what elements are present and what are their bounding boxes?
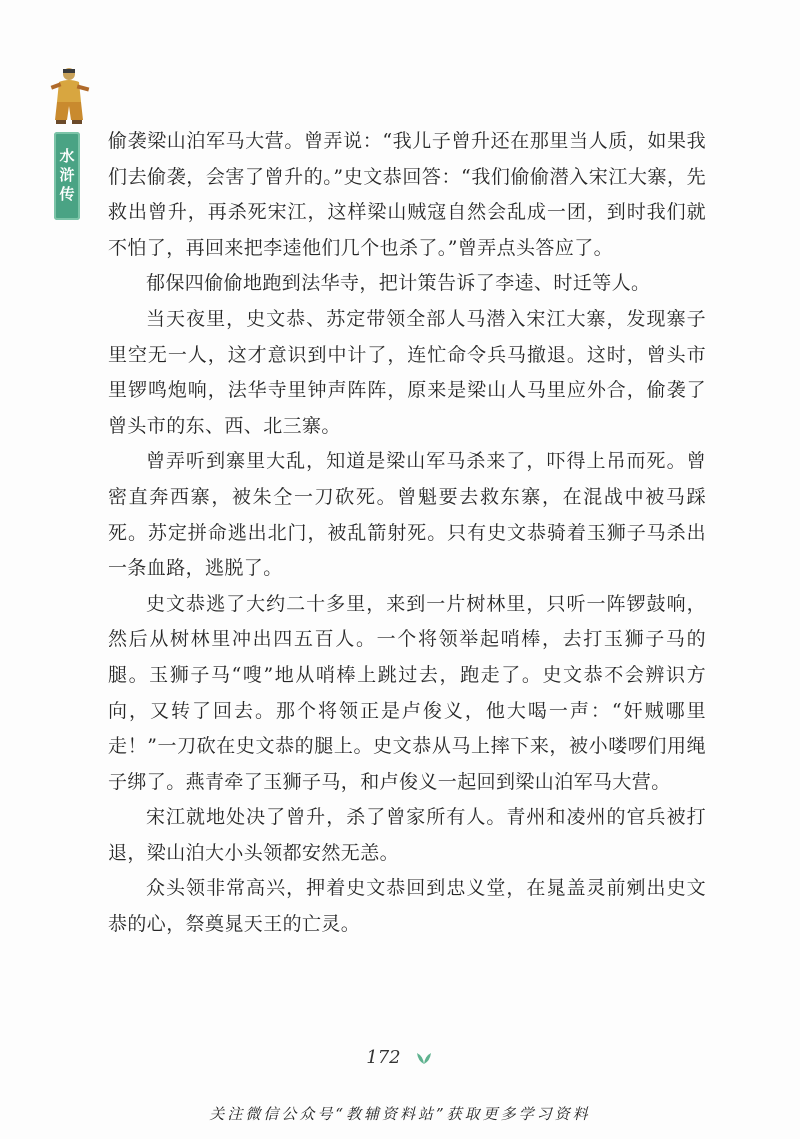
page-footer: [0, 1047, 800, 1068]
page-number: 172: [366, 1047, 401, 1068]
leaf-icon: [414, 1051, 434, 1065]
footer-watermark-note: 关注微信公众号“教辅资料站”获取更多学习资料: [209, 1105, 591, 1123]
warrior-figure-icon: [47, 66, 91, 126]
paragraph: 当天夜里，史文恭、苏定带领全部人马潜入宋江大寨，发现寨子里空无一人，这才意识到中计了，连忙命令兵马撤退。这时，曾头市里锣鸣炮响，法华寺里钟声阵阵，原来是梁山人马里应外合，偷袭了曾头市的东、西、北三寨。: [108, 307, 706, 437]
paragraph: 史文恭逃了大约二十多里，来到一片树林里，只听一阵锣鼓响，然后从树林里冲出四五百人。一个将领举起哨棒，去打玉狮子马的腿。玉狮子马“嗖”地从哨棒上跳过去，跑走了。史文恭不会辨识方向，又转了回去。那个将领正是卢俊义，他大喝一声：“奸贼哪里走！”一刀砍在史文恭的腿上。史文恭从马上摔下来，被小喽啰们用绳子绑了。燕青牵了玉狮子马，和卢俊义一起回到梁山泊军马大营。: [108, 592, 706, 793]
paragraph: 宋江就地处决了曾升，杀了曾家所有人。青州和凌州的官兵被打退，梁山泊大小头领都安然无恙。: [108, 806, 706, 864]
page-body: [108, 124, 706, 943]
paragraph: 曾弄听到寨里大乱，知道是梁山军马杀来了，吓得上吊而死。曾密直奔西寨，被朱仝一刀砍死。曾魁要去救东寨，在混战中被马踩死。苏定拼命逃出北门，被乱箭射死。只有史文恭骑着玉狮子马杀出一条血路，逃脱了。: [108, 450, 706, 580]
book-title-label: 水浒传: [57, 147, 76, 205]
paragraph: 郁保四偷偷地跑到法华寺，把计策告诉了李逵、时迁等人。: [146, 272, 651, 295]
paragraph: 偷袭梁山泊军马大营。曾弄说：“我儿子曾升还在那里当人质，如果我们去偷袭，会害了曾升的。”史文恭回答：“我们偷偷潜入宋江大寨，先救出曾升，再杀死宋江，这样梁山贼寇自然会乱成一团，到时我们就不怕了，再回来把李逵他们几个也杀了。”曾弄点头答应了。: [108, 130, 706, 259]
paragraph: 众头领非常高兴，押着史文恭回到忠义堂，在晁盖灵前剜出史文恭的心，祭奠晁天王的亡灵。: [108, 877, 706, 936]
book-title-tab: [54, 132, 80, 220]
